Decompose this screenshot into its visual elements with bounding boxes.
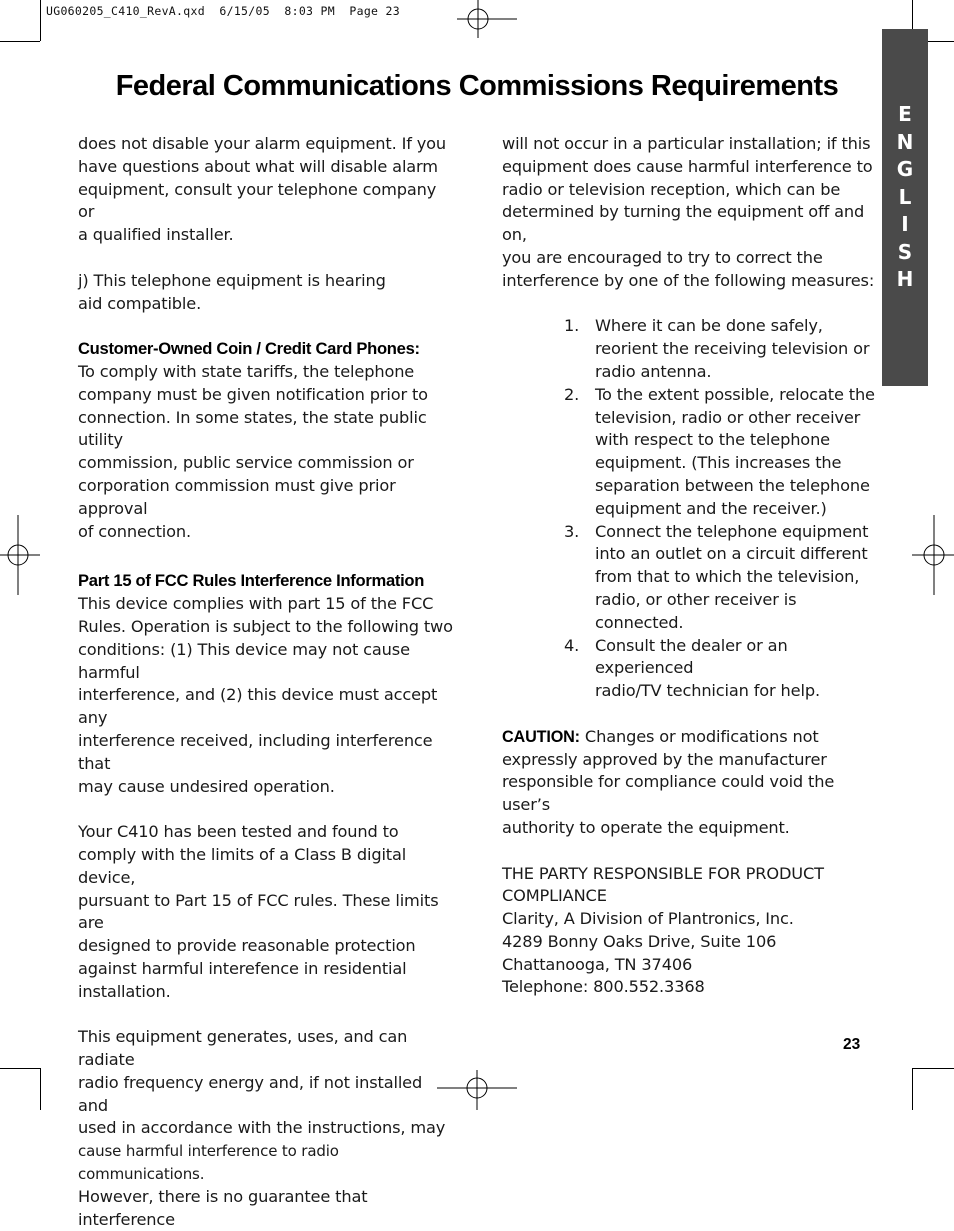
list-item: 1. Where it can be done safely, reorient the receiving television or radio antenna. bbox=[564, 316, 870, 381]
paragraph-class-b: Your C410 has been tested and found to comply with the limits of a Class B digital device, pursuant to Part 15 of FCC rules. These limits are designed to provide reasonable protection against harmful interefence in residential installation. bbox=[78, 822, 439, 1001]
paragraph-hearing-aid: j) This telephone equipment is hearing aid compatible. bbox=[78, 270, 386, 313]
responsible-party-block: THE PARTY RESPONSIBLE FOR PRODUCT COMPLIANCE Clarity, A Division of Plantronics, Inc. 4289 Bonny Oaks Drive, Suite 106 Chattanooga, TN 37406 Telephone: 800.552.3368 bbox=[502, 863, 824, 997]
tab-letter: L bbox=[898, 184, 912, 209]
tab-letter: E bbox=[898, 102, 912, 126]
list-item: 4. Consult the dealer or an experienced radio/TV technician for help. bbox=[564, 635, 820, 701]
measures-list bbox=[502, 315, 882, 703]
page-number: 23 bbox=[843, 1036, 861, 1053]
heading-coin-phones: Customer-Owned Coin / Credit Card Phones: bbox=[78, 339, 420, 359]
paragraph-interference: will not occur in a particular installation; if this equipment does cause harmful interference to radio or television reception, which can be determined by turning the equipment off and on, you are encouraged to try to correct the interference by one of the following measures: bbox=[502, 134, 875, 290]
tab-letter: S bbox=[897, 239, 913, 264]
page-title: Federal Communications Commissions Requirements bbox=[115, 70, 839, 102]
right-column bbox=[502, 133, 882, 999]
tab-letter: N bbox=[896, 129, 914, 154]
tab-letter: G bbox=[896, 157, 914, 181]
registration-mark-icon bbox=[0, 515, 40, 595]
heading-part15: Part 15 of FCC Rules Interference Information bbox=[78, 571, 425, 591]
list-item: 3. Connect the telephone equipment into an outlet on a circuit different from that to which the television, radio, or other receiver is connected. bbox=[564, 521, 869, 632]
tab-letter: H bbox=[896, 267, 914, 291]
paragraph-coin-phones: To comply with state tariffs, the telephone company must be given notification prior to connection. In some states, the state public utility commission, public service commission or corporation commission must give prior approval of connection. bbox=[78, 361, 428, 541]
tab-letter: I bbox=[901, 212, 909, 236]
list-item: 2. To the extent possible, relocate the television, radio or other receiver with respect to the telephone equipment. (This increases the separation between the telephone equipment and the receiver.) bbox=[564, 384, 875, 518]
print-slug: UG060205_C410_RevA.qxd 6/15/05 8:03 PM Page 23 bbox=[46, 4, 400, 18]
paragraph-caution: CAUTION: Changes or modifications not expressly approved by the manufacturer responsible for compliance could void the user’s authority to operate the equipment. bbox=[502, 726, 835, 837]
paragraph-alarm: does not disable your alarm equipment. If you have questions about what will disable alarm equipment, consult your telephone company or a qualified installer. bbox=[78, 134, 447, 245]
caution-label: CAUTION: bbox=[502, 727, 580, 746]
paragraph-rf-energy: This equipment generates, uses, and can radiate radio frequency energy and, if not installed and used in accordance with the instructions, may cause harmful interference to radio communications. However, there is no guarantee that interference bbox=[78, 1027, 446, 1229]
registration-mark-icon bbox=[457, 0, 517, 38]
registration-mark-icon bbox=[912, 515, 954, 595]
left-column bbox=[78, 133, 456, 1231]
paragraph-part15-conditions: This device complies with part 15 of the FCC Rules. Operation is subject to the following two conditions: (1) This device may not cause harmful interference, and (2) this device must accept any interference received, including interference that may cause undesired operation. bbox=[78, 594, 453, 796]
